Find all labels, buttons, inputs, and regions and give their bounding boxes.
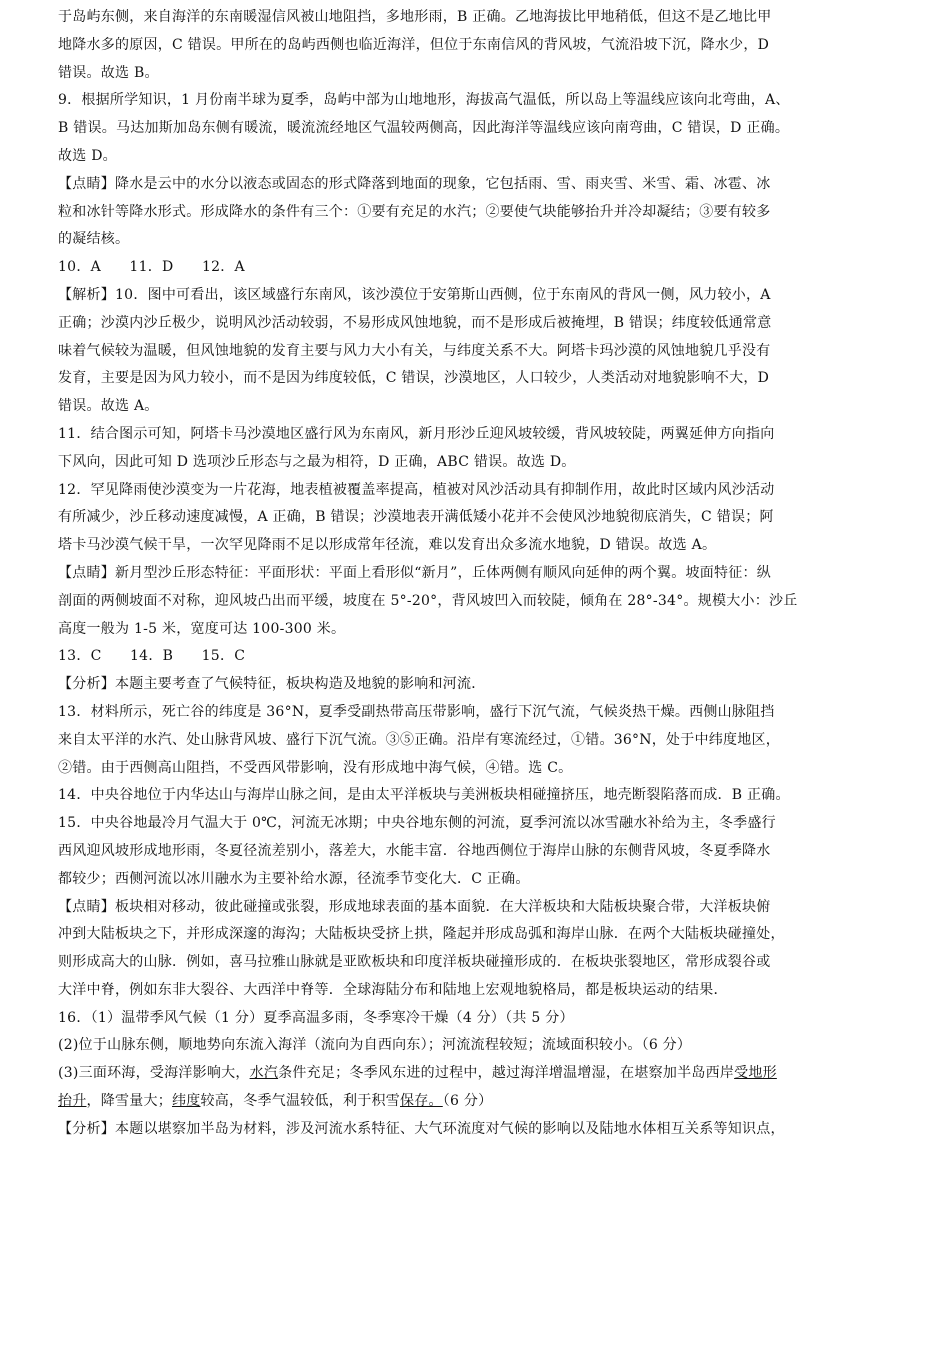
text-line: 13．材料所示，死亡谷的纬度是 36°N，夏季受副热带高压带影响，盛行下沉气流，气候炎热干燥。西侧山脉阻挡	[58, 703, 775, 720]
text-line: B 错误。马达加斯加岛东侧有暖流，暖流流经地区气温较两侧高，因此海洋等温线应该向南弯曲，C 错误，D 正确。	[58, 120, 790, 137]
text-line: 15．中央谷地最冷月气温大于 0℃，河流无冰期；中央谷地东侧的河流，夏季河流以冰雪融水补给为主，冬季盛行	[58, 815, 776, 832]
underlined-text: 保存。	[400, 1093, 443, 1110]
underlined-text: 受地形	[734, 1065, 777, 1082]
underlined-text: 水汽	[249, 1065, 279, 1082]
text-run: 条件充足；冬季风东进的过程中，越过海洋增温增湿，在堪察加半岛西岸	[278, 1065, 735, 1082]
answer-line: (2)位于山脉东侧，顺地势向东流入海洋（流向为自西向东）；河流流程较短；流域面积较小。（6 分）	[58, 1037, 692, 1054]
text-line: 【点睛】降水是云中的水分以液态或固态的形式降落到地面的现象，它包括雨、雪、雨夹雪、米雪、霜、冰雹、冰	[58, 175, 771, 192]
text-line: 西风迎风坡形成地形雨，冬夏径流差别小，落差大，水能丰富．谷地西侧位于海岸山脉的东侧背风坡，冬夏季降水	[58, 842, 771, 859]
text-run: （6 分）	[442, 1093, 493, 1110]
text-run: (3)三面环海，受海洋影响大，	[58, 1065, 250, 1082]
text-line: 错误。故选 A。	[58, 398, 159, 415]
text-line: 高度一般为 1-5 米，宽度可达 100-300 米。	[58, 620, 346, 637]
text-line: 地降水多的原因，C 错误。甲所在的岛屿西侧也临近海洋，但位于东南信风的背风坡，气流沿坡下沉，降水少，D	[58, 36, 770, 53]
answer-line-q16-3	[58, 1060, 910, 1088]
text-line: 【解析】10．图中可看出，该区域盛行东南风，该沙漠位于安第斯山西侧，位于东南风的背风一侧，风力较小，A	[58, 286, 771, 303]
answer-line-q16-3-cont	[58, 1088, 910, 1116]
text-line: 的凝结核。	[58, 231, 130, 248]
text-line: 【点睛】新月型沙丘形态特征：平面形状：平面上看形似“新月”，丘体两侧有顺风向延伸的两个翼。坡面特征：纵	[58, 564, 772, 581]
text-line: 发育，主要是因为风力较小，而不是因为纬度较低，C 错误，沙漠地区，人口较少，人类活动对地貌影响不大，D	[58, 370, 770, 387]
text-line: 剖面的两侧坡面不对称，迎风坡凸出而平缓，坡度在 5°-20°，背风坡凹入而较陡，倾角在 28°-34°。规模大小：沙丘	[58, 592, 798, 609]
answer-line: 16．（1）温带季风气候（1 分）夏季高温多雨，冬季寒冷干燥（4 分）（共 5 分）	[58, 1009, 574, 1026]
answer-line: 10．A 11．D 12．A	[58, 259, 245, 276]
text-line: 则形成高大的山脉．例如，喜马拉雅山脉就是亚欧板块和印度洋板块碰撞形成的．在板块张裂地区，常形成裂谷或	[58, 954, 771, 971]
text-line: 塔卡马沙漠气候干旱，一次罕见降雨不足以形成常年径流，难以发育出众多流水地貌，D 错误。故选 A。	[58, 537, 717, 554]
text-line: 来自太平洋的水汽、处山脉背风坡、盛行下沉气流。③⑤正确。沿岸有寒流经过，①错。36°N，处于中纬度地区，	[58, 731, 781, 748]
underlined-text: 抬升	[58, 1093, 87, 1110]
text-line: 14．中央谷地位于内华达山与海岸山脉之间，是由太平洋板块与美洲板块相碰撞挤压，地壳断裂陷落而成．B 正确。	[58, 787, 790, 804]
text-run: ，降雪量大；	[86, 1093, 172, 1110]
text-line: 正确；沙漠内沙丘极少，说明风沙活动较弱，不易形成风蚀地貌，而不是形成后被掩埋，B 错误；纬度较低通常意	[58, 314, 772, 331]
text-line: 粒和冰针等降水形式。形成降水的条件有三个：①要有充足的水汽；②要使气块能够抬升并冷却凝结；③要有较多	[58, 203, 771, 220]
text-line: 【分析】本题主要考查了气候特征，板块构造及地貌的影响和河流．	[58, 676, 486, 693]
text-line: 都较少；西侧河流以冰川融水为主要补给水源，径流季节变化大．C 正确。	[58, 870, 530, 887]
text-line: ②错。由于西侧高山阻挡，不受西风带影响，没有形成地中海气候，④错。选 C。	[58, 759, 573, 776]
text-line: 于岛屿东侧，来自海洋的东南暖湿信风被山地阻挡，多地形雨，B 正确。乙地海拔比甲地稍低，但这不是乙地比甲	[58, 9, 772, 25]
text-line: 12．罕见降雨使沙漠变为一片花海，地表植被覆盖率提高，植被对风沙活动具有抑制作用，故此时区域内风沙活动	[58, 481, 775, 498]
text-line: 下风向，因此可知 D 选项沙丘形态与之最为相符，D 正确，ABC 错误。故选 D。	[58, 453, 576, 470]
answer-line: 13．C 14．B 15．C	[58, 648, 246, 665]
text-line: 大洋中脊，例如东非大裂谷、大西洋中脊等．全球海陆分布和陆地上宏观地貌格局，都是板块运动的结果．	[58, 981, 728, 998]
text-line: 错误。故选 B。	[58, 64, 159, 81]
text-line: 9．根据所学知识，1 月份南半球为夏季，岛屿中部为山地地形，海拔高气温低，所以岛上等温线应该向北弯曲，A、	[58, 92, 790, 109]
text-line: 冲到大陆板块之下，并形成深邃的海沟；大陆板块受挤上拱，隆起并形成岛弧和海岸山脉．在两个大陆板块碰撞处，	[58, 926, 785, 943]
text-line: 【点睛】板块相对移动，彼此碰撞或张裂，形成地球表面的基本面貌．在大洋板块和大陆板块聚合带，大洋板块俯	[58, 898, 771, 915]
underlined-text: 纬度	[172, 1093, 201, 1110]
text-run: 较高，冬季气温较低，利于积雪	[200, 1093, 400, 1110]
text-line: 故选 D。	[58, 147, 117, 164]
document-page	[0, 4, 950, 1349]
text-line: 味着气候较为温暖，但风蚀地貌的发育主要与风力大小有关，与纬度关系不大。阿塔卡玛沙漠的风蚀地貌几乎没有	[58, 342, 771, 359]
text-line: 11．结合图示可知，阿塔卡马沙漠地区盛行风为东南风，新月形沙丘迎风坡较缓，背风坡较陡，两翼延伸方向指向	[58, 425, 775, 442]
text-line: 有所减少，沙丘移动速度减慢，A 正确，B 错误；沙漠地表开满低矮小花并不会使风沙地貌彻底消失，C 错误；阿	[58, 509, 774, 526]
text-line: 【分析】本题以堪察加半岛为材料，涉及河流水系特征、大气环流度对气候的影响以及陆地水体相互关系等知识点，	[58, 1120, 785, 1137]
